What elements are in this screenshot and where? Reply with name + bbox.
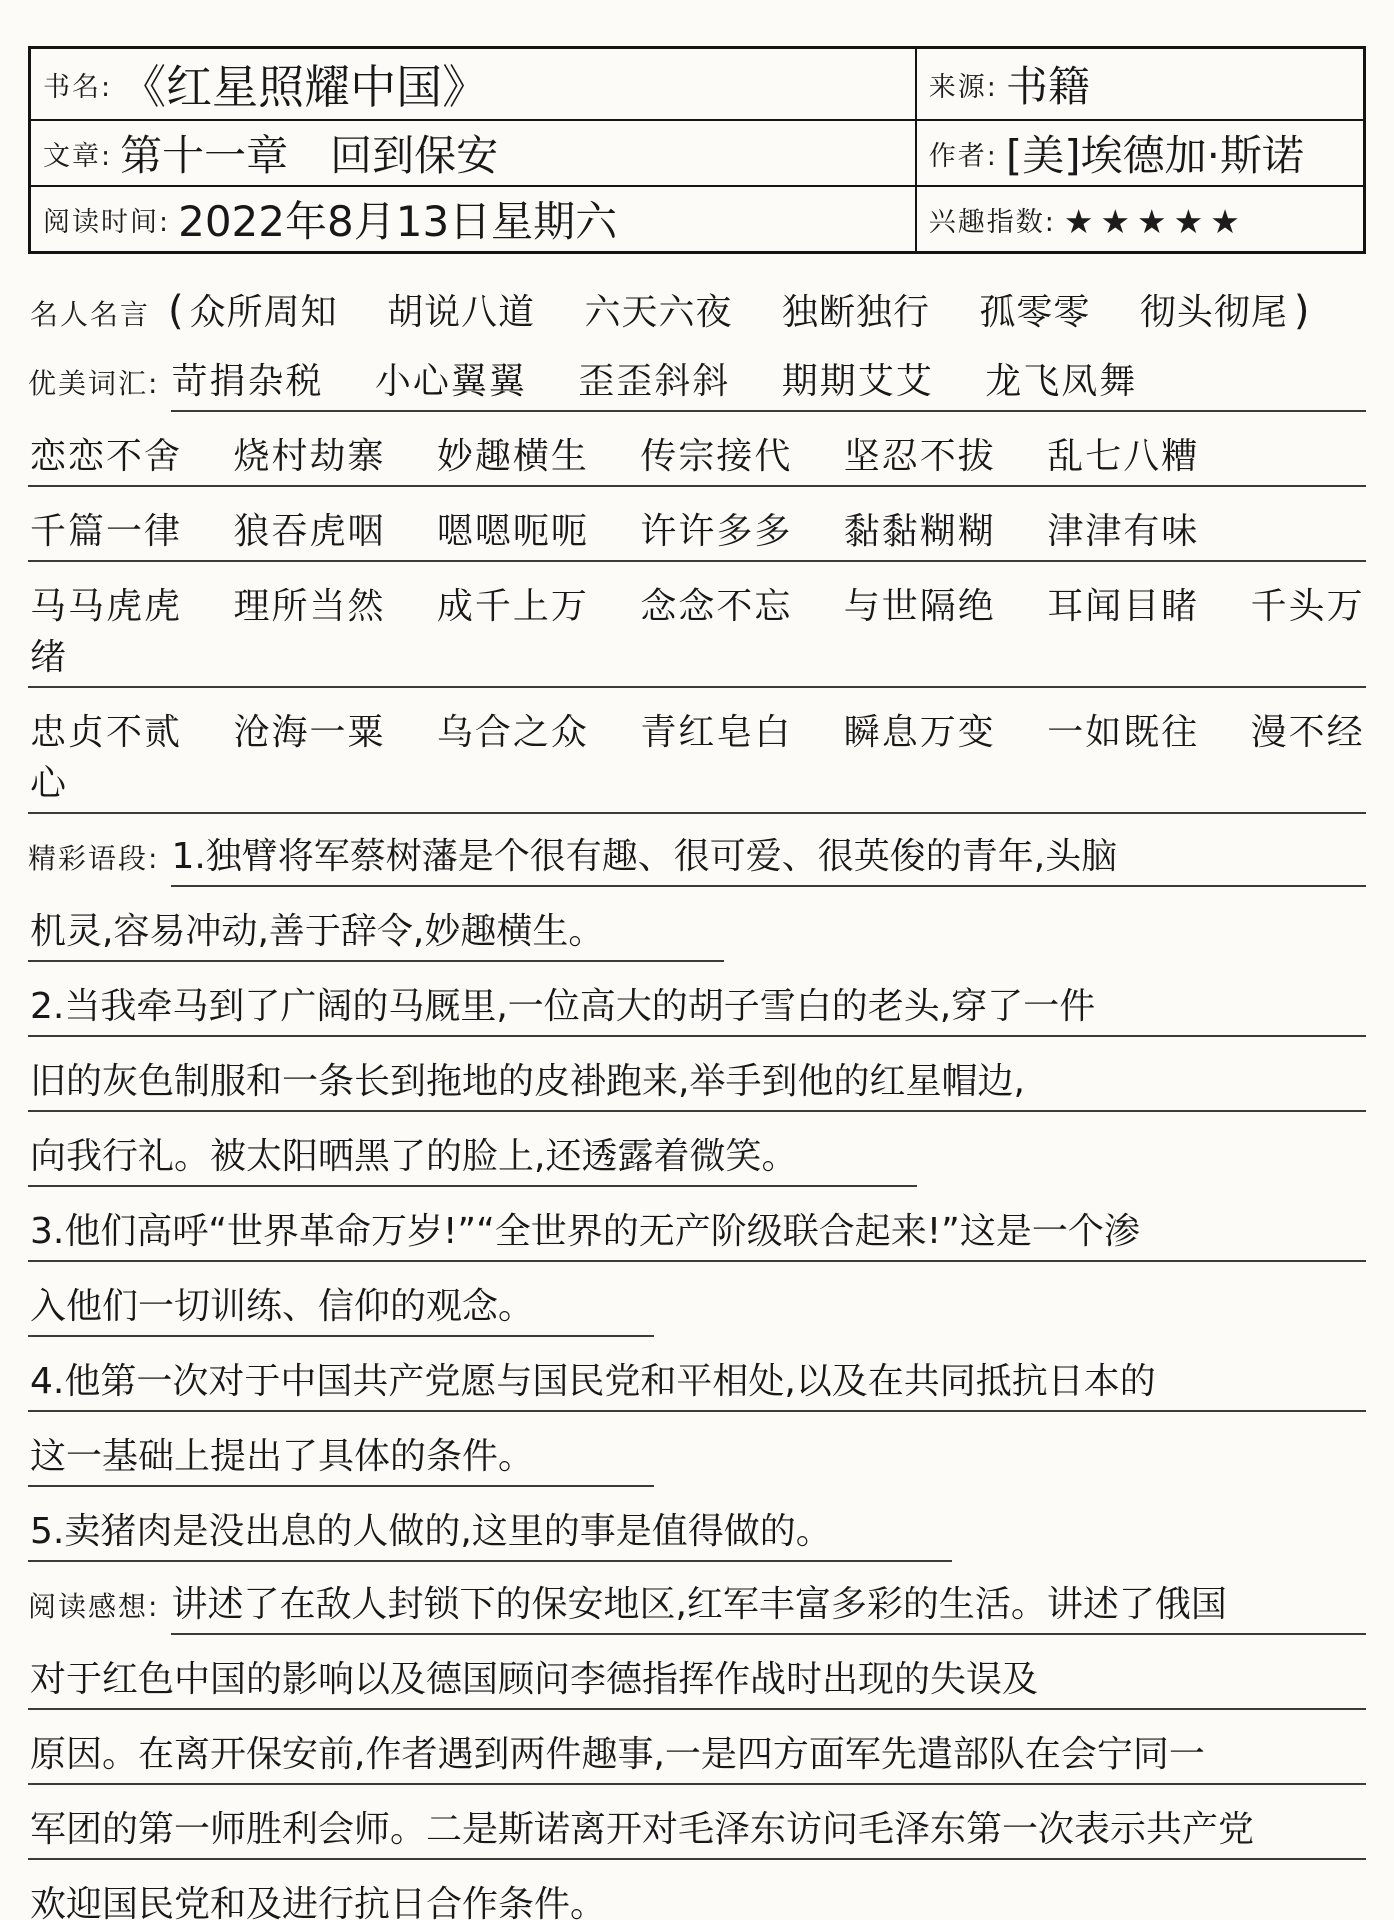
author-value: [美]埃德加·斯诺 [1005, 131, 1304, 180]
reflection-line-3: 原因。在离开保安前,作者遇到两件趣事,一是四方面军先遣部队在会宁同一 [28, 1710, 1366, 1785]
excerpt-line-6: 3.他们高呼“世界革命万岁!”“全世界的无产阶级联合起来!”这是一个渗 [28, 1187, 1366, 1262]
book-name-cell [31, 49, 917, 121]
vocabulary-label: 优美词汇: [28, 367, 160, 400]
reading-time-value: 2022年8月13日星期六 [178, 197, 618, 246]
excerpt-line-10: 5.卖猪肉是没出息的人做的,这里的事是值得做的。 [28, 1487, 952, 1562]
article-value: 第十一章 回到保安 [120, 131, 499, 180]
book-name-value: 《红星照耀中国》 [120, 60, 489, 114]
excerpt-line-4: 旧的灰色制服和一条长到拖地的皮褂跑来,举手到他的红星帽边, [28, 1037, 1366, 1112]
reflection-line-4: 军团的第一师胜利会师。二是斯诺离开对毛泽东访问毛泽东第一次表示共产党 [28, 1785, 1366, 1860]
vocabulary-line-2: 恋恋不舍 烧村劫寨 妙趣横生 传宗接代 坚忍不拔 乱七八糟 [28, 412, 1366, 487]
reflection-line-5: 欢迎国民党和及进行抗日合作条件。 [28, 1860, 726, 1920]
reflection-line-1: 讲述了在敌人封锁下的保安地区,红军丰富多彩的生活。讲述了俄国 [171, 1576, 1366, 1635]
vocabulary-line-4: 马马虎虎 理所当然 成千上万 念念不忘 与世隔绝 耳闻目睹 千头万绪 [28, 562, 1366, 688]
famous-quotes-label: 名人名言 [30, 298, 151, 331]
interest-cell [917, 187, 1363, 251]
vocabulary-line-5: 忠贞不贰 沧海一粟 乌合之众 青红皂白 瞬息万变 一如既往 漫不经心 [28, 688, 1366, 814]
source-cell [917, 49, 1363, 121]
excerpt-line-5: 向我行礼。被太阳晒黑了的脸上,还透露着微笑。 [28, 1112, 917, 1187]
reflection-section [28, 1562, 1366, 1920]
article-label: 文章: [43, 140, 113, 172]
excerpt-line-7: 入他们一切训练、信仰的观念。 [28, 1262, 654, 1337]
author-cell [917, 121, 1363, 187]
vocabulary-section [28, 339, 1366, 814]
vocabulary-line-1: 苛捐杂税 小心翼翼 歪歪斜斜 期期艾艾 龙飞凤舞 [171, 353, 1366, 412]
excerpt-line-2: 机灵,容易冲动,善于辞令,妙趣横生。 [28, 887, 724, 962]
reading-time-label: 阅读时间: [43, 206, 171, 238]
excerpt-line-1: 1.独臂将军蔡树藩是个很有趣、很可爱、很英俊的青年,头脑 [171, 828, 1366, 887]
reflection-label: 阅读感想: [28, 1590, 160, 1623]
author-label: 作者: [928, 140, 998, 172]
reflection-row-1 [28, 1562, 1366, 1635]
famous-quotes-text: 众所周知 胡说八道 六天六夜 独断独行 孤零零 彻头彻尾 [189, 292, 1288, 333]
interest-label: 兴趣指数: [928, 206, 1056, 238]
book-name-label: 书名: [43, 71, 113, 103]
vocabulary-line-3: 千篇一律 狼吞虎咽 嗯嗯呃呃 许许多多 黏黏糊糊 津津有味 [28, 487, 1366, 562]
excerpts-label: 精彩语段: [28, 842, 160, 875]
excerpt-line-3: 2.当我牵马到了广阔的马厩里,一位高大的胡子雪白的老头,穿了一件 [28, 962, 1366, 1037]
article-cell [31, 121, 917, 187]
interest-stars: ★★★★★ [1063, 201, 1247, 241]
quotes-paren-open: ( [168, 288, 184, 334]
quotes-paren-close: ) [1293, 288, 1310, 334]
excerpts-section [28, 814, 1366, 1562]
excerpt-line-9: 这一基础上提出了具体的条件。 [28, 1412, 654, 1487]
source-label: 来源: [928, 71, 998, 103]
excerpt-line-8: 4.他第一次对于中国共产党愿与国民党和平相处,以及在共同抵抗日本的 [28, 1337, 1366, 1412]
header-table [28, 46, 1366, 254]
reading-time-cell [31, 187, 917, 251]
famous-quotes-row [30, 284, 1366, 335]
reflection-line-2: 对于红色中国的影响以及德国顾问李德指挥作战时出现的失误及 [28, 1635, 1366, 1710]
excerpts-row-1 [28, 814, 1366, 887]
vocabulary-row-1 [28, 339, 1366, 412]
source-value: 书籍 [1005, 62, 1090, 111]
